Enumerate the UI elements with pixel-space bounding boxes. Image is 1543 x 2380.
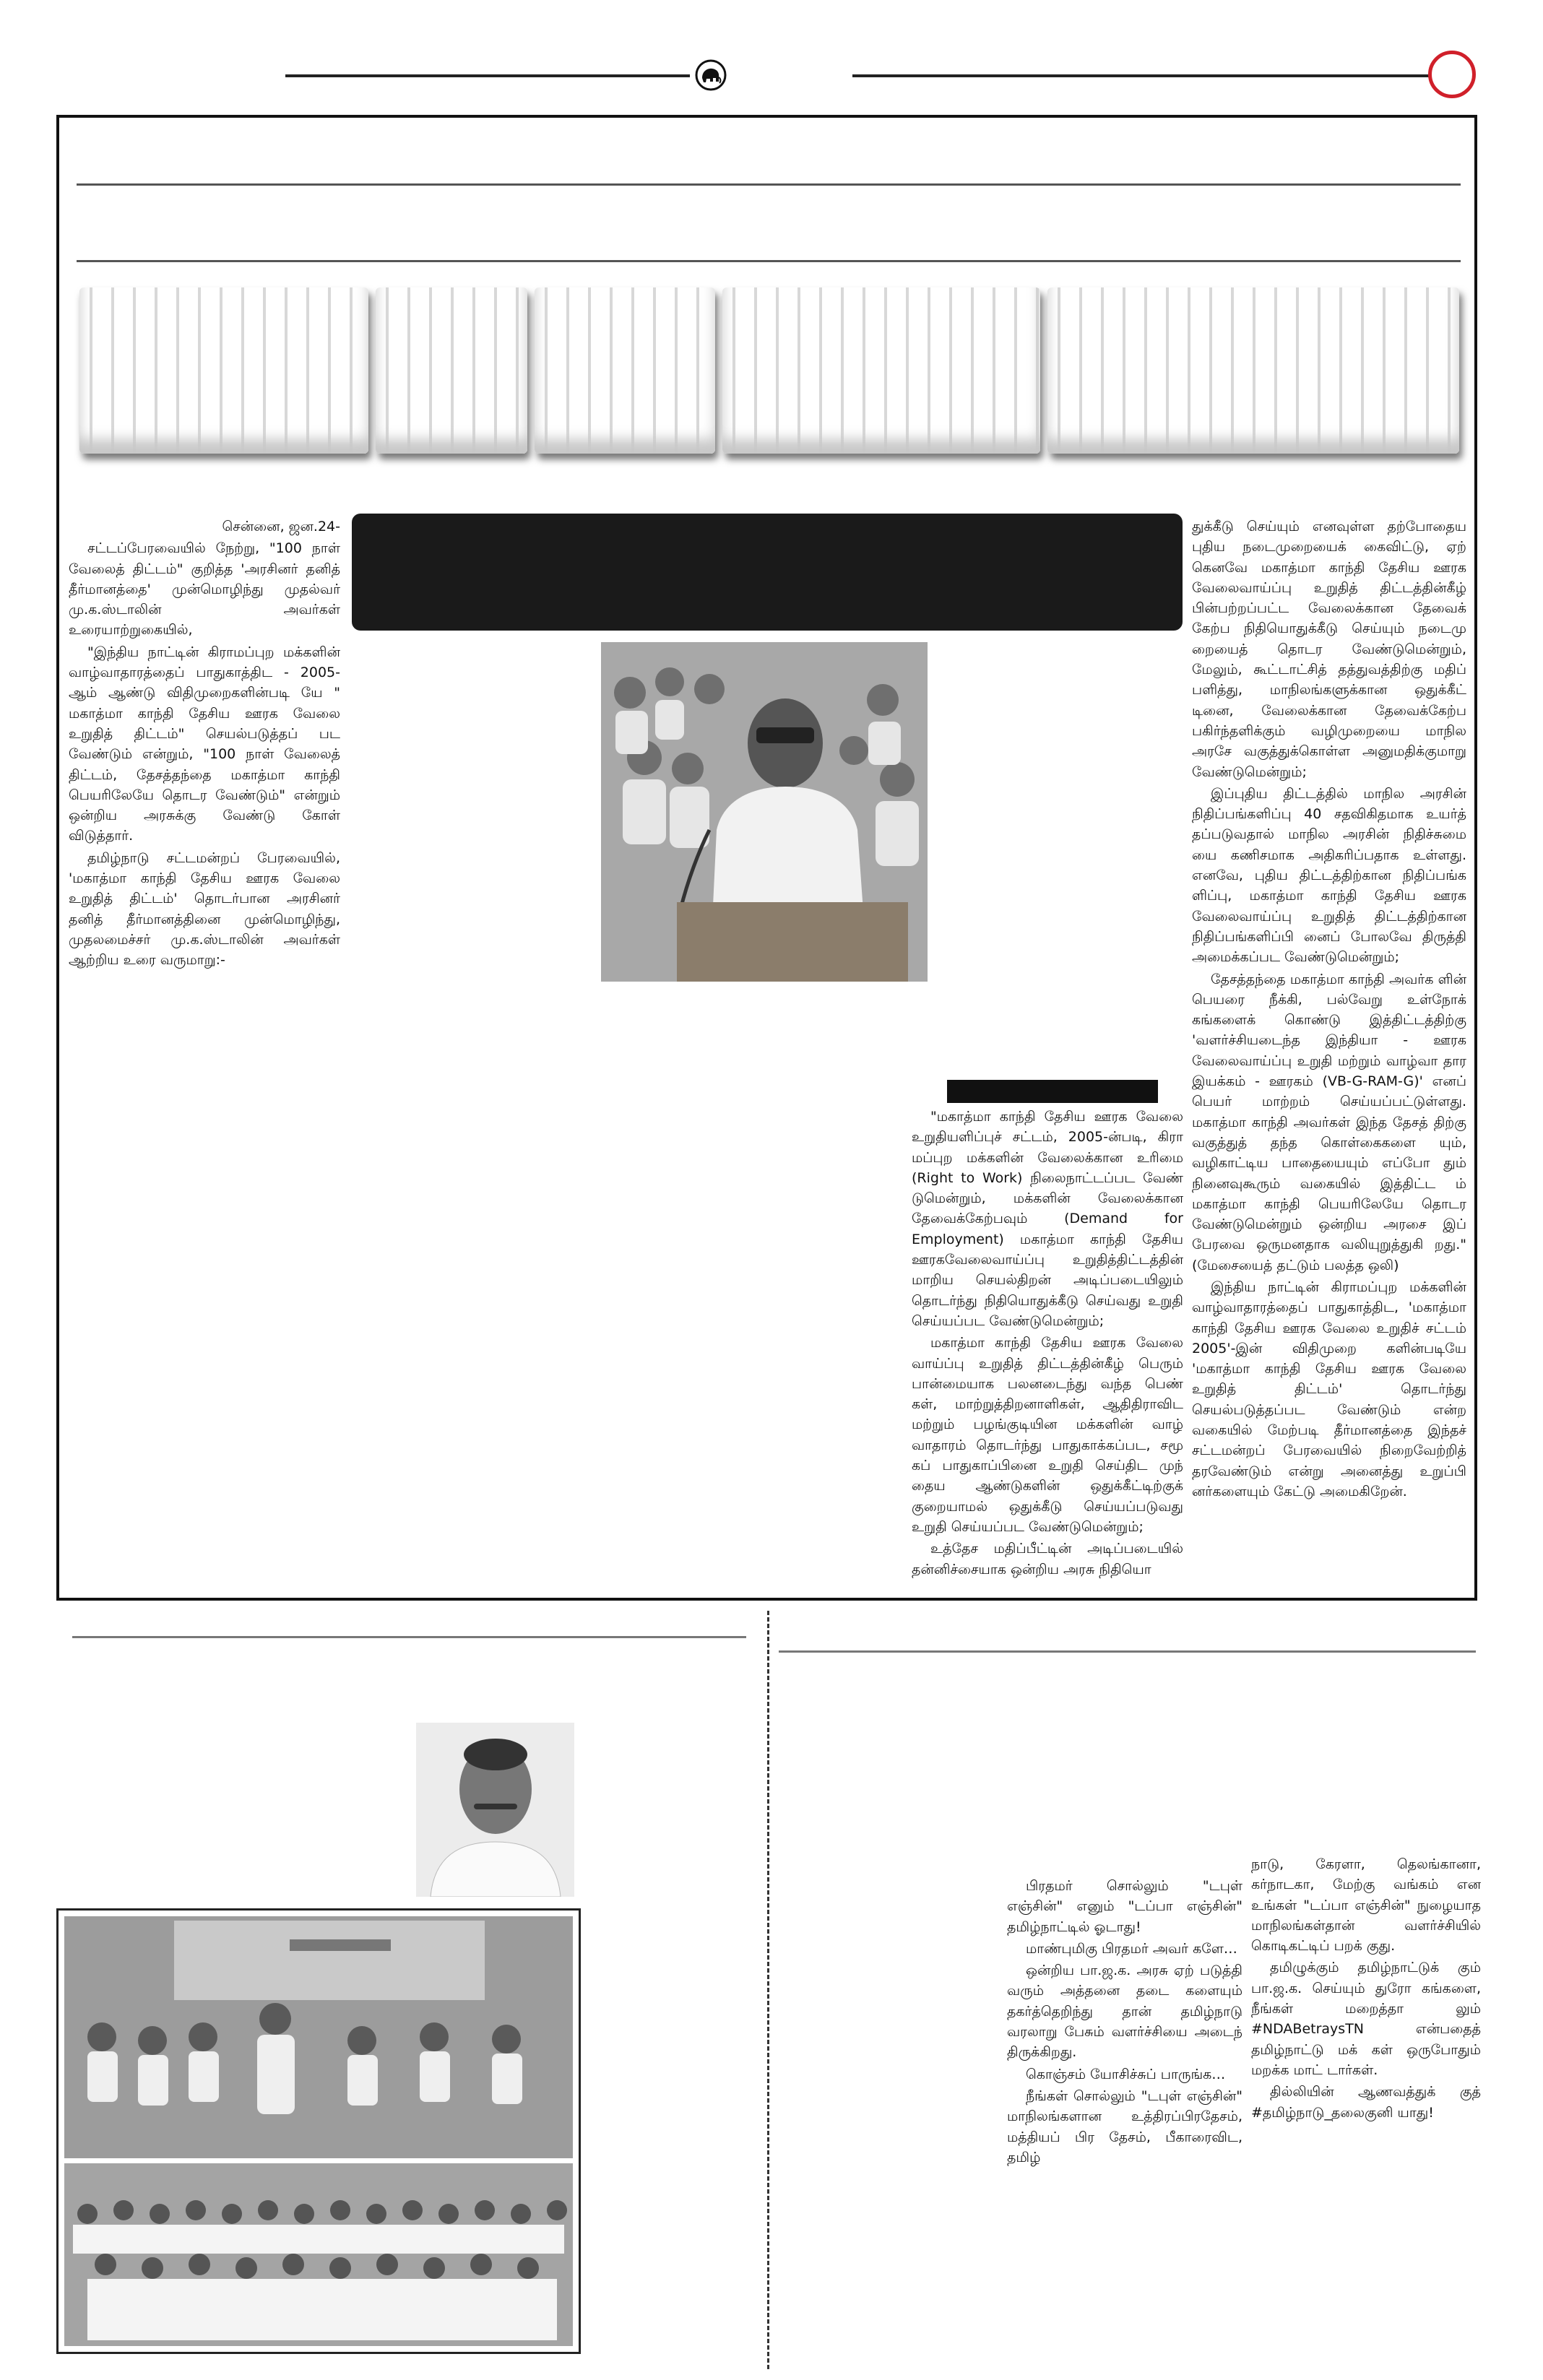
header-rule-right [852,74,1430,77]
article-paragraph: தேசத்தந்தை மகாத்மா காந்தி அவர்க ளின் பெயரை நீக்கி, பல்வேறு உள்நோக் கங்களைக் கொண்டு இத்திட்டத்திற்கு 'வளர்ச்சியடைந்த இந்தியா - ஊரக வேலைவாய்ப்பு உறுதி மற்றும் வாழ்வா தார இயக்கம் - ஊரகம் (VB-G-RAM-G)' எனப் பெயர் மாற்றம் செய்யப்பட்டுள்ளது. மகாத்மா காந்தி அவர்கள் இந்த தேசத் திற்கு வகுத்துத் தந்த கொள்கைகளை யும், வழிகாட்டிய பாதையையும் எப்போ தும் நினைவுகூரும் வகையில் இத்திட்ட ம் மகாத்மா காந்தி பெயரிலேயே தொடர வேண்டுமென்றும் ஒன்றிய அரசை இப் பேரவை ஒருமனதாக வலியுறுத்துகி றது." (மேசையைத் தட்டும் பலத்த ஒலி) [1192,971,1466,1273]
elephant-emblem-icon [695,59,727,91]
article-paragraph: உத்தேச மதிப்பீட்டின் அடிப்படையில் தன்னிச்சையாக ஒன்றிய அரசு நிதியொ [912,1541,1183,1578]
article-paragraph: "மகாத்மா காந்தி தேசிய ஊரக வேலை உறுதியளிப்புச் சட்டம், 2005-ன்படி, கிரா மப்புற மக்களின் வேலைக்கான உரிமை (Right to Work) நிலைநாட்டப்பட வேண் டுமென்றும், மக்களின் வேலைக்கான தேவைக்கேற்பவும் (Demand for Employment) மகாத்மா காந்தி தேசிய ஊரகவேலைவாய்ப்பு உறுதித்திட்டத்தின் மாறிய செயல்திறன் அடிப்படையிலும் தொடர்ந்து நிதியொதுக்கீடு செய்வது உறுதி செய்யப்பட வேண்டுமென்றும்; [912,1109,1183,1329]
column-divider-dashed [767,1611,769,2369]
article-paragraph: ஒன்றிய பா.ஜ.க. அரசு ஏற் படுத்தி வரும் அத்தனை தடை களையும் தகர்த்தெறிந்து தான் தமிழ்நாடு வரலாறு பேசும் வளர்ச்சியை அடைந் திருக்கிறது. [1007,1963,1242,2061]
headline-rule-top [77,183,1461,186]
bottom-right-left-column [1007,1876,1242,2169]
article-paragraph: நீங்கள் சொல்லும் "டபுள் எஞ்சின்" மாநிலங்களான உத்திரப்பிரதேசம், மத்தியப் பிர தேசம், பீகாரைவிட, தமிழ் [1007,2087,1242,2165]
article-dateline: சென்னை, ஜன.24- [222,519,340,535]
article-paragraph: இந்திய நாட்டின் கிராமப்புற மக்களின் வாழ்வாதாரத்தைப் பாதுகாத்திட, 'மகாத்மா காந்தி தேசிய ஊரக வேலை உறுதிச் சட்டம் 2005'-இன் விதிமுறை களின்படியே 'மகாத்மா காந்தி தேசிய ஊரக வேலை உறுதித் திட்டம்' தொடர்ந்து செயல்படுத்தப்பட வேண்டும் என்ற வகையில் மேற்படி தீர்மானத்தை இந்தச் சட்டமன்றப் பேரவையில் நிறைவேற்றித் தரவேண்டும் என்று அனைத்து உறுப்பி னர்களையும் கேட்டு அமைகிறேன். [1192,1278,1466,1500]
article-paragraph: தமிழுக்கும் தமிழ்நாட்டுக் கும் பா.ஜ.க. செய்யும் துரோ கங்களை, நீங்கள் மறைத்தா லும் #NDABetraysTN என்பதைத் தமிழ்நாட்டு மக் கள் ஒருபோதும் மறக்க மாட் டார்கள். [1251,1960,1481,2078]
article-paragraph: தில்லியின் ஆணவத்துக் குத் #தமிழ்நாடு_தலைகுனி யாது! [1251,2084,1481,2121]
main-left-column [69,516,340,972]
article-paragraph: துக்கீடு செய்யும் எனவுள்ள தற்போதைய புதிய நடைமுறையைக் கைவிட்டு, ஏற் கெனவே மகாத்மா காந்தி தேசிய ஊரக வேலைவாய்ப்பு உறுதித் திட்டத்தின்கீழ் பின்பற்றப்பட்ட வேலைக்கான தேவைக் கேற்ப நிதியொதுக்கீடு செய்யும் நடைமு றையைத் தொடர வேண்டுமென்றும், மேலும், கூட்டாட்சித் தத்துவத்திற்கு மதிப் பளித்து, மாநிலங்களுக்கான ஒதுக்கீட் டினை, வேலைக்கான தேவைக்கேற்ப பகிர்ந்தளிக்கும் வழிமுறையை மாநில அரசே வகுத்துக்கொள்ள அனுமதிக்குமாறு வேண்டுமென்றும்; [1192,519,1466,780]
headline-rule-bottom [77,260,1461,262]
article-paragraph: "இந்திய நாட்டின் கிராமப்புற மக்களின் வாழ்வாதாரத்தைப் பாதுகாத்திட - 2005-ஆம் ஆண்டு விதிமுறைகளின்படி யே " மகாத்மா காந்தி தேசிய ஊரக வேலை உறுதித் திட்டம்" செயல்படுத்தப் பட வேண்டும் என்றும், "100 நாள் வேலைத் திட்டம், தேசத்தந்தை மகாத்மா காந்தி பெயரிலேயே தொடர வேண்டும்" என்றும் ஒன்றிய அரசுக்கு வேண்டு கோள் விடுத்தார். [69,644,340,844]
subheadline-bar [352,514,1183,631]
article-photo-speaker [601,642,928,982]
article-paragraph: கொஞ்சம் யோசிச்சுப் பாருங்க… [1026,2066,1226,2082]
article-paragraph: தமிழ்நாடு சட்டமன்றப் பேரவையில், 'மகாத்மா காந்தி தேசிய ஊரக வேலை உறுதித் திட்டம்' தொடர்பான அரசினர் தனித் தீர்மானத்தினை முன்மொழிந்து, முதலமைச்சர் மு.க.ஸ்டாலின் அவர்கள் ஆற்றிய உரை வருமாறு:- [69,849,340,969]
article-paragraph: இப்புதிய திட்டத்தில் மாநில அரசின் நிதிப்பங்களிப்பு 40 சதவிகிதமாக உயர்த் தப்படுவதால் மாநில அரசின் நிதிச்சுமை யை கணிசமாக அதிகரிப்பதாக உள்ளது. எனவே, புதிய திட்டத்திற்கான நிதிப்பங்க ளிப்பு, மகாத்மா காந்தி தேசிய ஊரக வேலைவாய்ப்பு உறுதித் திட்டத்திற்கான நிதிப்பங்களிப்பி னைப் போலவே திருத்தி அமைக்கப்பட வேண்டுமென்றும்; [1192,785,1466,966]
portrait-photo [416,1723,574,1897]
bottom-right-rule [779,1650,1476,1653]
article-paragraph: நாடு, கேரளா, தெலங்கானா, கர்நாடகா, மேற்கு வங்கம் என உங்கள் "டப்பா எஞ்சின்" நுழையாத மாநிலங்கள்தான் வளர்ச்சியில் கொடிகட்டிப் பறக் குது. [1251,1856,1481,1955]
bottom-right-right-column [1251,1854,1481,2124]
red-circle-icon [1428,51,1476,98]
header-rule-left [285,74,690,77]
bottom-left-rule [72,1636,746,1638]
article-paragraph: மகாத்மா காந்தி தேசிய ஊரக வேலை வாய்ப்பு உறுதித் திட்டத்தின்கீழ் பெரும் பான்மையாக பலனடைந்து வந்த பெண் கள், மாற்றுத்திறனாளிகள், ஆதிதிராவிட மற்றும் பழங்குடியின மக்களின் வாழ் வாதாரம் தொடர்ந்து பாதுகாக்கப்பட, சமூ கப் பாதுகாப்பினை உறுதி செய்திட முந் தைய ஆண்டுகளின் ஒதுக்கீட்டிற்குக் குறையாமல் ஒதுக்கீடு செய்யப்படுவது உறுதி செய்யப்பட வேண்டுமென்றும்; [912,1335,1183,1535]
main-headline-graphic [79,287,1466,454]
section-caption-bar [947,1080,1158,1103]
main-right-column [1192,516,1466,1503]
article-paragraph: சட்டப்பேரவையில் நேற்று, "100 நாள் வேலைத் திட்டம்" குறித்த 'அரசினர் தனித் தீர்மானத்தை' முன்மொழிந்து முதல்வர் மு.க.ஸ்டாலின் அவர்கள் உரையாற்றுகையில், [69,540,340,639]
article-paragraph: மாண்புமிகு பிரதமர் அவர் களே… [1026,1940,1237,1957]
event-photo [56,1908,581,2354]
article-paragraph: பிரதமர் சொல்லும் "டபுள் எஞ்சின்" எனும் "டப்பா எஞ்சின்" தமிழ்நாட்டில் ஓடாது! [1007,1878,1242,1935]
main-center-column [912,1107,1183,1581]
